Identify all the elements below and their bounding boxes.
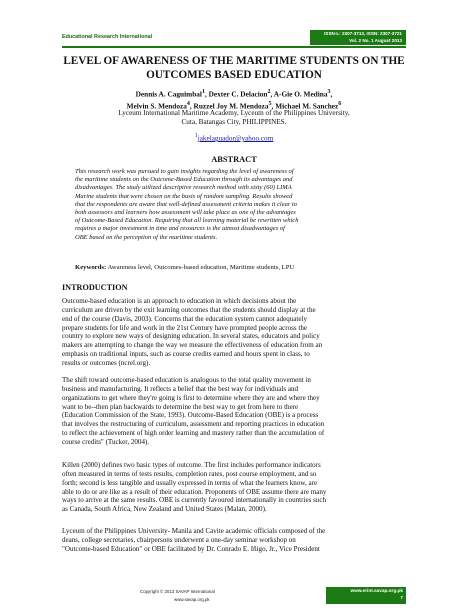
header-divider	[62, 46, 406, 48]
keywords	[75, 264, 393, 271]
keywords-text: Awareness level, Outcomes-based education, Maritime students, LPU	[106, 264, 295, 271]
abstract-line: both assessors and learners how assessment will take place as one of the advantages	[75, 209, 296, 217]
paragraph: Killen (2000) defines two basic types of outcome. The first includes performance indicators often measured in terms of tests results, completion rates, post course employment, and so forth; second is less tangible and usually expressed in terms of what the learners know, are able to do or are like as a result of their education. Proponents of OBE assume there are many ways to arrive at the same results. OBE is currently favoured internationally in countries such as Canada, South Africa, New Zealand and United States (Malan, 2000).	[62, 461, 327, 514]
paper-title	[62, 54, 406, 82]
section-heading-introduction: INTRODUCTION	[62, 283, 128, 292]
abstract-line: the maritime students on the Outcome-Based Education through its advantages and	[75, 176, 293, 184]
copyright-notice: Copyright © 2013 SAVAP International	[140, 589, 215, 594]
abstract-line: of Outcome-Based Education. Requiring that all learning material be rewritten which	[75, 217, 299, 225]
abstract-line: that the respondents are aware that well-defined assessment criteria makes it clear to	[75, 200, 298, 208]
title-line: LEVEL OF AWARENESS OF THE MARITIME STUDENTS ON THE	[63, 55, 405, 67]
abstract-line: This research work was pursued to gain insights regarding the level of awareness of	[75, 168, 294, 175]
issn-text: ISSN-L: 2307-3713, ISSN: 2307-3721	[324, 31, 402, 36]
paragraph: Lyceum of the Philippines University- Manila and Cavite academic officials composed of the deans, college secretaries, chairpersons underwent a one-day seminar workshop on "Outcome-based Education" or OBE facilitated by Dr. Conrado E. Iñigo, Jr., Vice President	[62, 527, 326, 553]
issn-badge	[310, 30, 406, 45]
journal-name: Educational Research International	[62, 34, 153, 40]
affiliation-line: Lyceum International Maritime Academy, Lyceum of the Philippines University,	[118, 109, 350, 117]
author-email[interactable]: $^1$jakelaguador@yahoo.com	[194, 133, 274, 143]
abstract-heading: ABSTRACT	[211, 155, 257, 164]
abstract-line: OBE based on the perception of the maritime students.	[75, 233, 218, 241]
author-line: Melvin S. Mendoza$^4$, Ruzzel Joy M. Mendoza$^5$, Michael M. Sanchez$^6$	[126, 101, 342, 111]
abstract-body	[75, 168, 393, 242]
paragraph: The shift toward outcome-based education is analogous to the total quality movement in business and manufacturing. It reflects a belief that the best way for individuals and organizations to get where they're going is first to determine where they are and where they want to be--then plan backwards to determine the best way to get from here to there (Education Commission of the State, 1993). Outcome-Based Education (OBE) is a process that involves the restructuring of curriculum, assessment and reporting practices in education to reflect the achievement of high order learning and mastery rather than the accumulation of course credits" (Tucker, 2004).	[62, 376, 325, 446]
title-line: OUTCOMES BASED EDUCATION	[146, 69, 322, 81]
email-link[interactable]: jakelaguador@yahoo.com	[197, 134, 274, 143]
paragraph: Outcome-based education is an approach to education in which decisions about the curriculum are driven by the exit learning outcomes that the students should display at the end of the course (Davis, 2003). Concerns that the education system cannot adequately prepare students for life and work in the 21st Century have prompted people across the country to explore new ways of designing education. In several states, educators and policy makers are attempting to change the way we measure the effectiveness of education from an emphasis on traditional inputs, such as course credits earned and hours spent in class, to results or outcomes (ncrel.org).	[62, 297, 323, 367]
publisher-site-link[interactable]: www.savap.org.pk	[174, 597, 210, 602]
volume-text: Vol. 2 No. 1 August 2013	[349, 38, 402, 43]
affiliation	[62, 109, 406, 127]
abstract-line: Marine students that were chosen on the basis of random sampling. Results showed	[75, 192, 293, 200]
keywords-label: Keywords:	[75, 264, 107, 271]
page-number: 7	[400, 595, 403, 600]
author-line: Dennis A. Caguimbal$^1$, Dexter C. Delacion$^2$, A-Gie O. Medina$^3$,	[135, 89, 333, 99]
footer-badge	[326, 587, 406, 604]
abstract-line: disadvantages. The study utilized descriptive research method with sixty (60) LIMA	[75, 184, 292, 192]
affiliation-line: Cuta, Batangas City, PHILIPPINES.	[181, 118, 287, 126]
abstract-line: requires a major investment in time and resources is the utmost disadvantages of	[75, 225, 285, 233]
journal-header	[62, 31, 406, 45]
journal-site-link[interactable]: www.erint.savap.org.pk	[350, 588, 403, 593]
